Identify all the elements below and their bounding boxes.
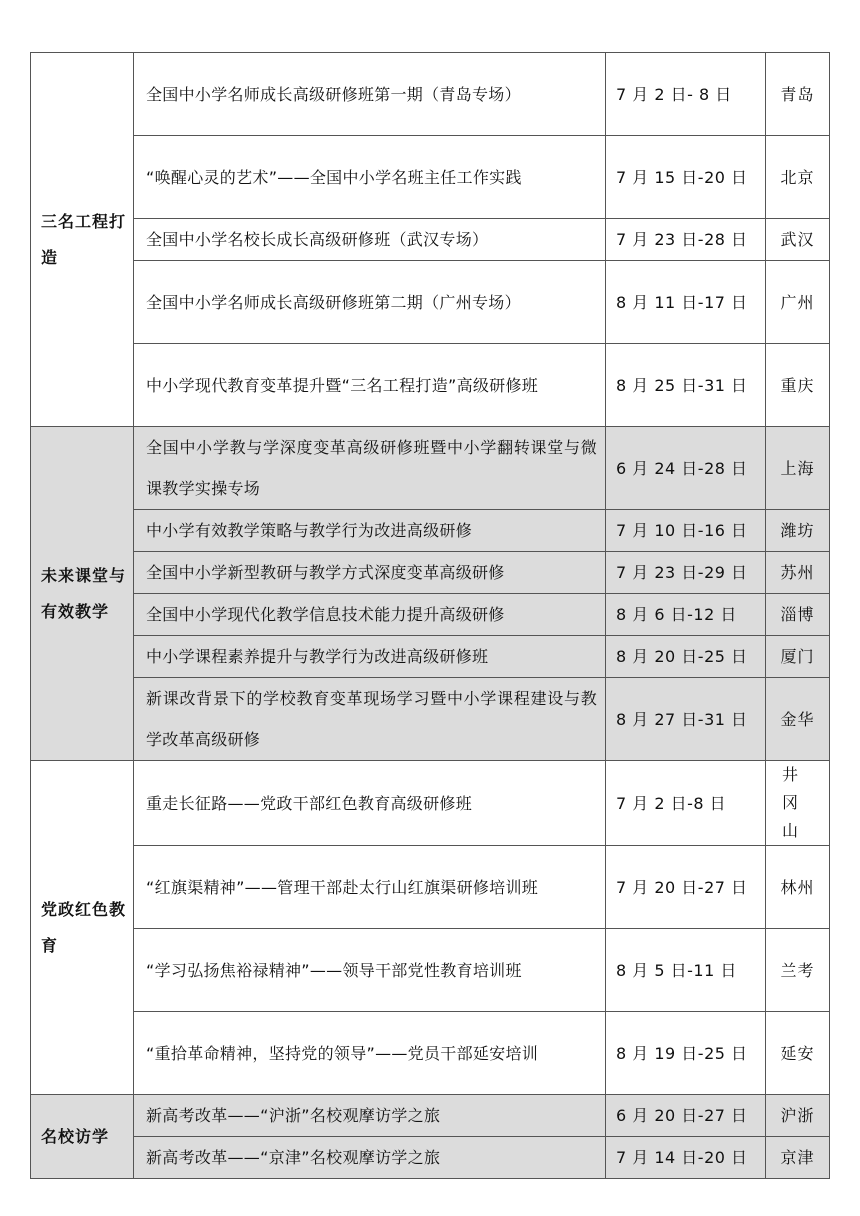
table-row [31,678,830,761]
course-title: 全国中小学教与学深度变革高级研修班暨中小学翻转课堂与微课教学实操专场 [134,427,606,510]
course-city: 淄博 [766,594,830,636]
course-city: 兰考 [766,929,830,1012]
course-date: 8 月 19 日-25 日 [606,1012,766,1095]
course-city: 上海 [766,427,830,510]
table-row [31,1137,830,1179]
course-title: 新课改背景下的学校教育变革现场学习暨中小学课程建设与教学改革高级研修 [134,678,606,761]
course-city: 厦门 [766,636,830,678]
course-date: 7 月 20 日-27 日 [606,846,766,929]
course-title: 中小学现代教育变革提升暨“三名工程打造”高级研修班 [134,344,606,427]
course-date: 7 月 15 日-20 日 [606,136,766,219]
course-date: 7 月 2 日- 8 日 [606,53,766,136]
table-row [31,636,830,678]
course-city: 潍坊 [766,510,830,552]
course-title: 新高考改革——“沪浙”名校观摩访学之旅 [134,1095,606,1137]
section-future-classroom [31,427,830,761]
table-row [31,846,830,929]
table-row [31,1012,830,1095]
course-title: “学习弘扬焦裕禄精神”——领导干部党性教育培训班 [134,929,606,1012]
course-title: 全国中小学新型教研与教学方式深度变革高级研修 [134,552,606,594]
course-city: 金华 [766,678,830,761]
table-row [31,53,830,136]
course-city: 青岛 [766,53,830,136]
course-date: 8 月 5 日-11 日 [606,929,766,1012]
course-title: 全国中小学名师成长高级研修班第二期（广州专场） [134,261,606,344]
table-row [31,761,830,846]
course-city: 延安 [766,1012,830,1095]
table-row [31,427,830,510]
category-cell: 名校访学 [31,1095,134,1179]
course-city: 林州 [766,846,830,929]
course-city: 沪浙 [766,1095,830,1137]
table-row [31,929,830,1012]
table-row [31,261,830,344]
course-title: “红旗渠精神”——管理干部赴太行山红旗渠研修培训班 [134,846,606,929]
course-title: 中小学有效教学策略与教学行为改进高级研修 [134,510,606,552]
category-cell: 三名工程打造 [31,53,134,427]
table-row [31,344,830,427]
table-row [31,219,830,261]
course-date: 7 月 23 日-29 日 [606,552,766,594]
course-city: 武汉 [766,219,830,261]
course-city: 广州 [766,261,830,344]
course-city: 井冈山 [766,761,830,846]
section-sanming [31,53,830,427]
course-title: 全国中小学名师成长高级研修班第一期（青岛专场） [134,53,606,136]
table-row [31,552,830,594]
course-date: 7 月 14 日-20 日 [606,1137,766,1179]
course-date: 8 月 11 日-17 日 [606,261,766,344]
course-date: 7 月 2 日-8 日 [606,761,766,846]
category-cell: 党政红色教育 [31,761,134,1095]
course-date: 6 月 20 日-27 日 [606,1095,766,1137]
course-date: 7 月 23 日-28 日 [606,219,766,261]
course-title: 全国中小学名校长成长高级研修班（武汉专场） [134,219,606,261]
course-city: 京津 [766,1137,830,1179]
training-schedule-table [30,52,830,1179]
table-row [31,594,830,636]
course-title: “重拾革命精神，坚持党的领导”——党员干部延安培训 [134,1012,606,1095]
category-cell: 未来课堂与有效教学 [31,427,134,761]
course-date: 8 月 6 日-12 日 [606,594,766,636]
table-row [31,510,830,552]
course-city: 北京 [766,136,830,219]
section-school-visit [31,1095,830,1179]
course-title: 新高考改革——“京津”名校观摩访学之旅 [134,1137,606,1179]
course-date: 7 月 10 日-16 日 [606,510,766,552]
course-date: 8 月 20 日-25 日 [606,636,766,678]
course-city: 重庆 [766,344,830,427]
course-title: 重走长征路——党政干部红色教育高级研修班 [134,761,606,846]
course-date: 6 月 24 日-28 日 [606,427,766,510]
section-red-education [31,761,830,1095]
course-title: “唤醒心灵的艺术”——全国中小学名班主任工作实践 [134,136,606,219]
course-title: 全国中小学现代化教学信息技术能力提升高级研修 [134,594,606,636]
course-city: 苏州 [766,552,830,594]
course-date: 8 月 25 日-31 日 [606,344,766,427]
course-title: 中小学课程素养提升与教学行为改进高级研修班 [134,636,606,678]
table-row [31,136,830,219]
table-row [31,1095,830,1137]
course-date: 8 月 27 日-31 日 [606,678,766,761]
